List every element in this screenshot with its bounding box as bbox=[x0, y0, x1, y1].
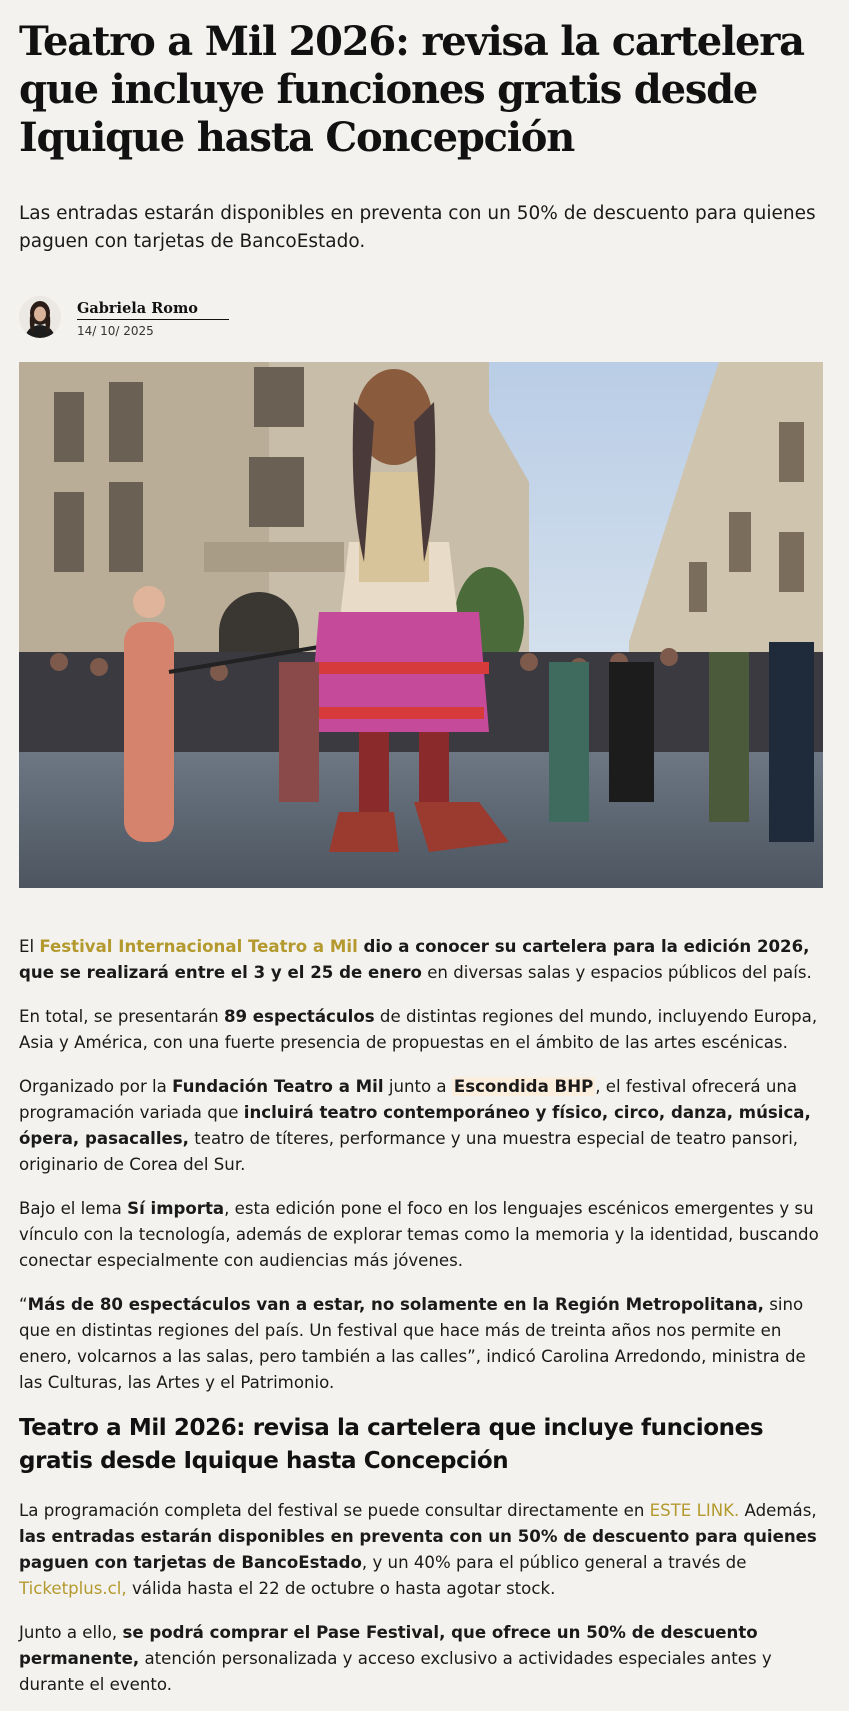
byline bbox=[19, 296, 830, 340]
article-title: Teatro a Mil 2026: revisa la cartelera que incluye funciones gratis desde Iquique hasta Concepción bbox=[19, 18, 804, 161]
author-photo-icon bbox=[19, 296, 61, 338]
paragraph-2: En total, se presentarán 89 espectáculos de distintas regiones del mundo, incluyendo Europa, Asia y América, con una fuerte presencia de propuestas en el ámbito de las artes escénicas. bbox=[19, 1007, 818, 1052]
sponsor-highlight: Escondida BHP bbox=[453, 1077, 594, 1096]
author-avatar[interactable] bbox=[19, 296, 61, 338]
program-link[interactable]: ESTE LINK. bbox=[649, 1501, 740, 1520]
paragraph-5: “Más de 80 espectáculos van a estar, no solamente en la Región Metropolitana, sino que en distintas regiones del país. Un festival que hace más de treinta años nos permite en enero, volcarnos a las salas, pero también a las calles”, indicó Carolina Arredondo, ministra de las Culturas, las Artes y el Patrimonio. bbox=[19, 1295, 806, 1392]
paragraph-7: Junto a ello, se podrá comprar el Pase Festival, que ofrece un 50% de descuento permanente, atención personalizada y acceso exclusivo a actividades especiales antes y durante el evento. bbox=[19, 1623, 772, 1694]
author-block bbox=[77, 300, 229, 338]
paragraph-6: La programación completa del festival se puede consultar directamente en ESTE LINK. Además, las entradas estarán disponibles en preventa con un 50% de descuento para quienes paguen con tarjetas de BancoEstado, y un 40% para el público general a través de Ticketplus.cl, válida hasta el 22 de octubre o hasta agotar stock. bbox=[19, 1501, 817, 1598]
section-heading: Teatro a Mil 2026: revisa la cartelera que incluye funciones gratis desde Iquique hasta Concepción bbox=[19, 1415, 764, 1474]
hero-image bbox=[19, 362, 823, 888]
ticketplus-link[interactable]: Ticketplus.cl, bbox=[19, 1579, 127, 1598]
festival-link[interactable]: Festival Internacional Teatro a Mil bbox=[39, 937, 358, 956]
paragraph-1: El Festival Internacional Teatro a Mil dio a conocer su cartelera para la edición 2026, que se realizará entre el 3 y el 25 de enero en diversas salas y espacios públicos del país. bbox=[19, 937, 812, 982]
article-body bbox=[19, 934, 830, 1698]
paragraph-4: Bajo el lema Sí importa, esta edición pone el foco en los lenguajes escénicos emergentes y su vínculo con la tecnología, además de explorar temas como la memoria y la identidad, buscando conectar especialmente con audiencias más jóvenes. bbox=[19, 1199, 819, 1270]
article-subtitle: Las entradas estarán disponibles en preventa con un 50% de descuento para quienes paguen con tarjetas de BancoEstado. bbox=[19, 203, 816, 252]
author-link[interactable]: Gabriela Romo bbox=[77, 300, 229, 320]
paragraph-3: Organizado por la Fundación Teatro a Mil junto a Escondida BHP , el festival ofrecerá una programación variada que incluirá teatro contemporáneo y físico, circo, danza, música, ópera, pasacalles, teatro de títeres, performance y una muestra especial de teatro pansori, originario de Corea del Sur. bbox=[19, 1077, 811, 1174]
publish-date: 14/ 10/ 2025 bbox=[77, 324, 154, 338]
